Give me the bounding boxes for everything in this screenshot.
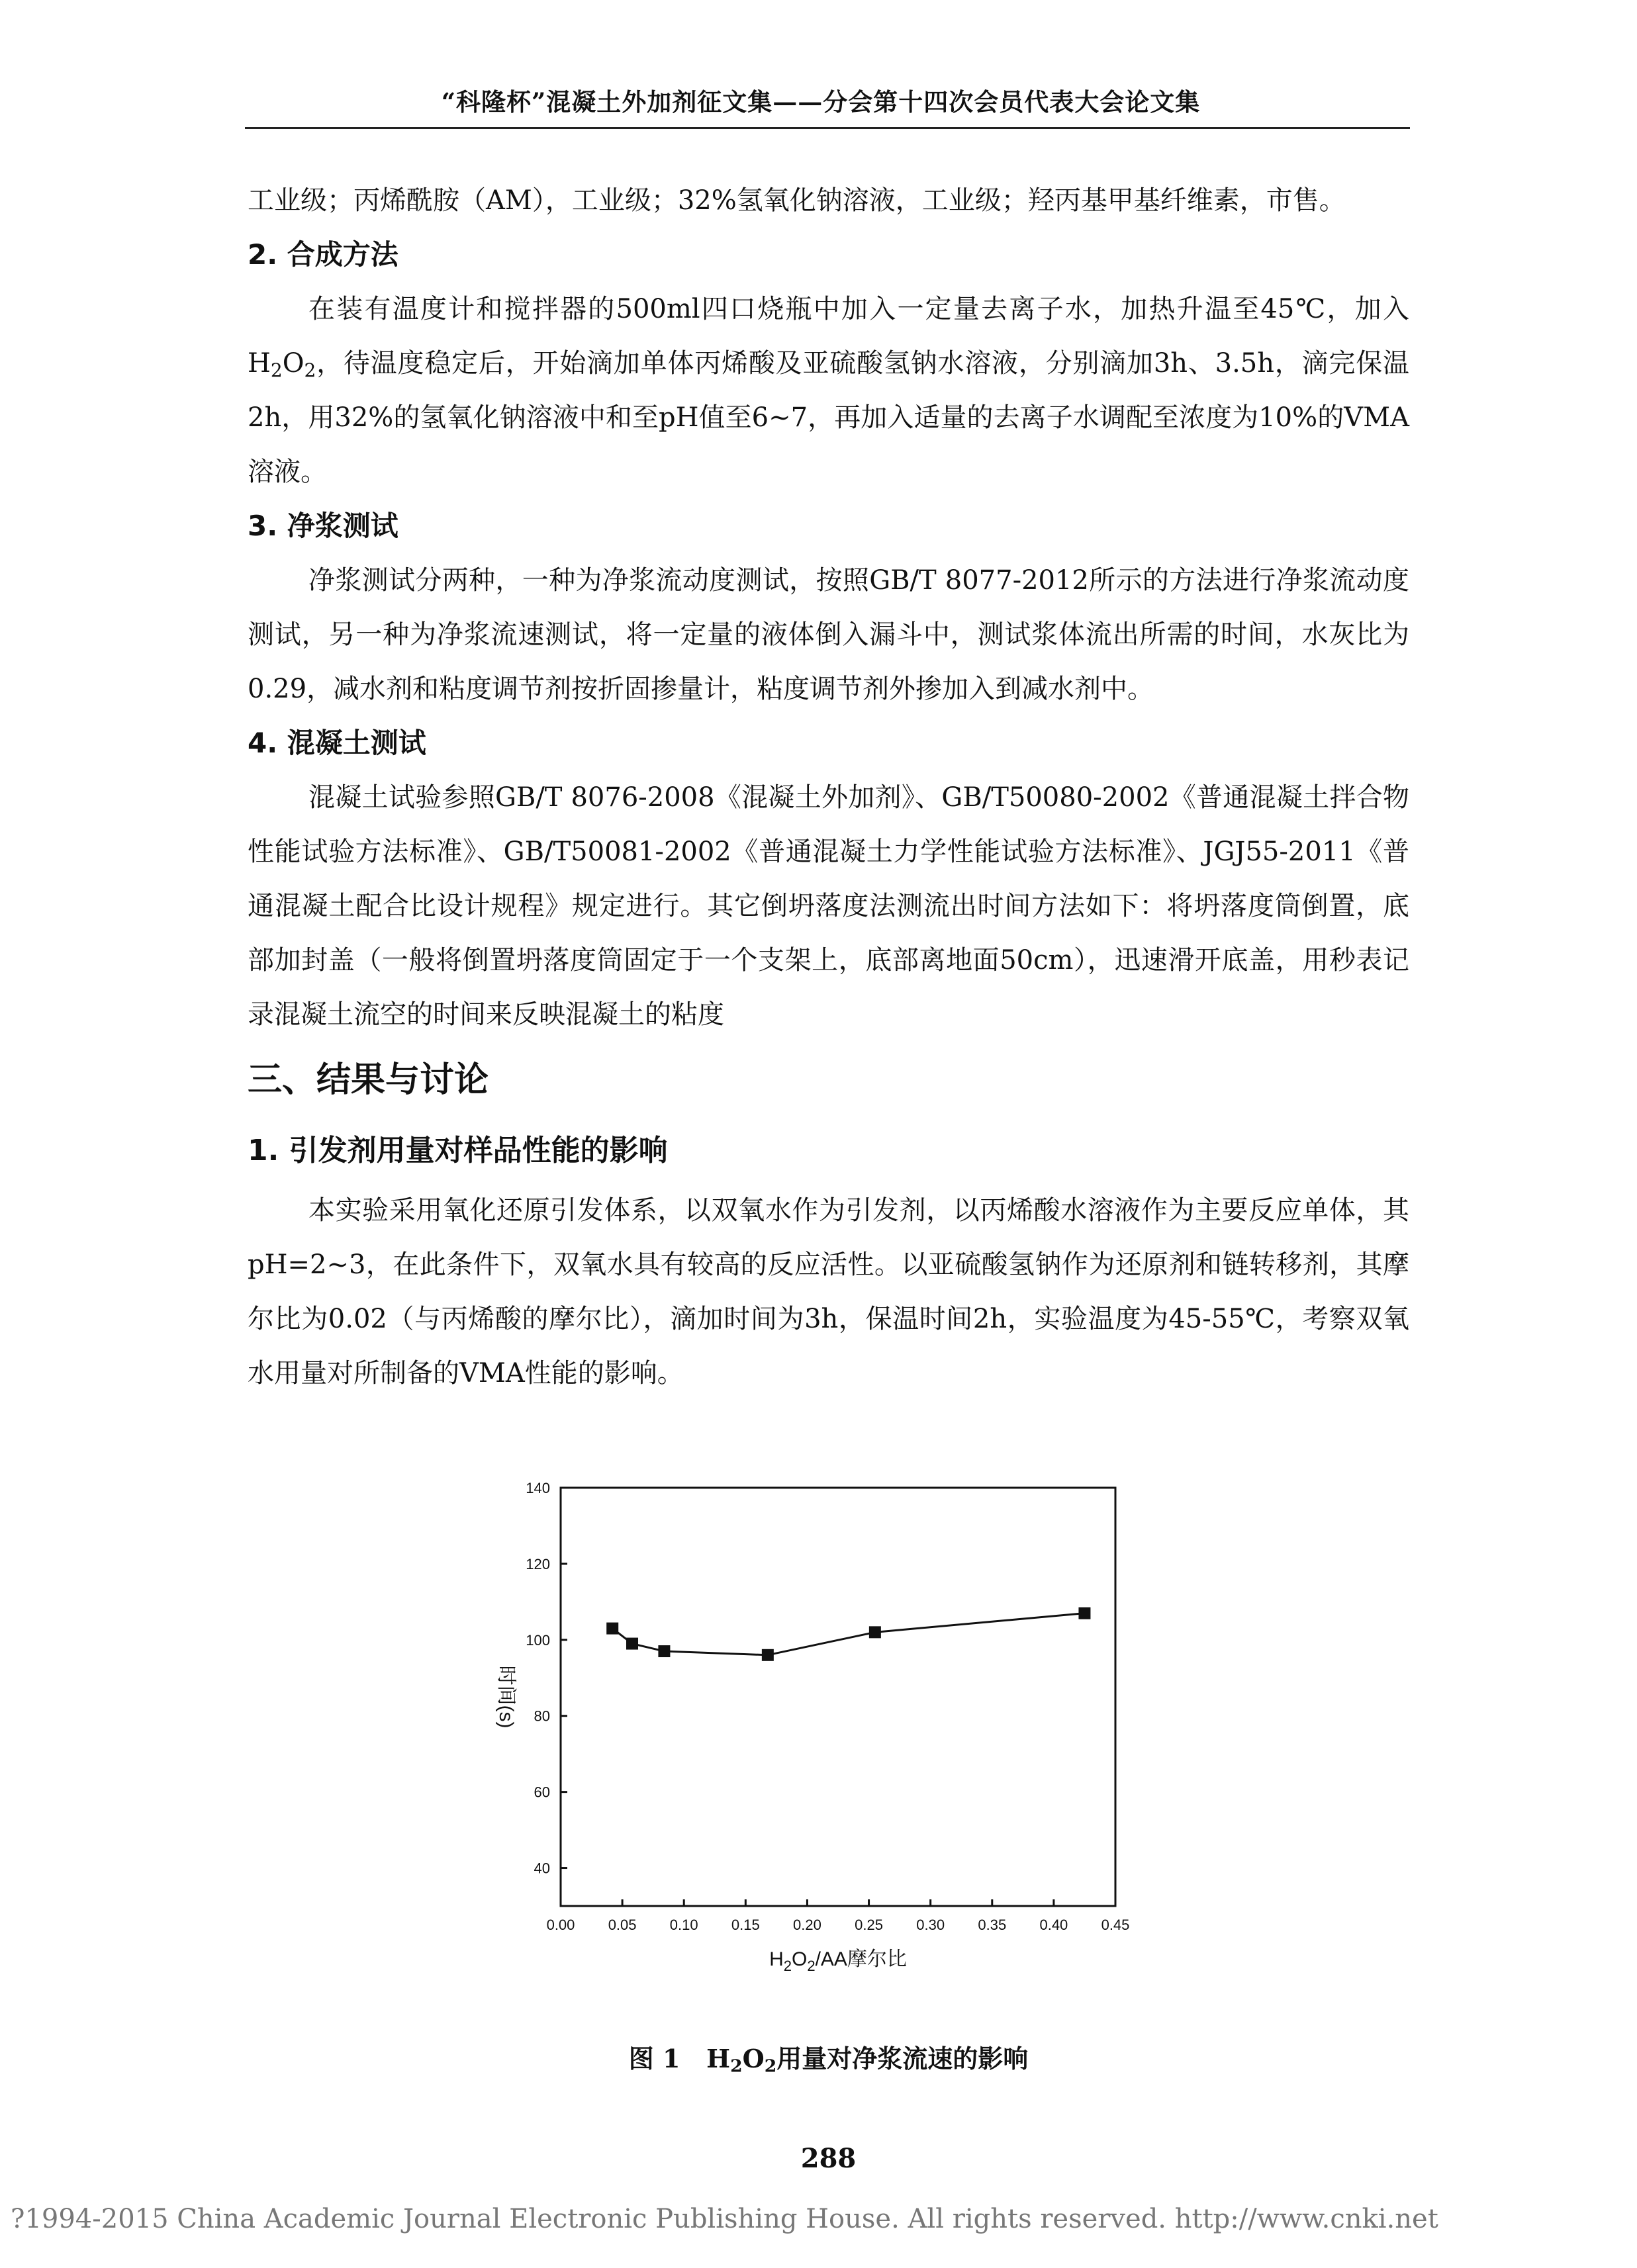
section-2-paragraph bbox=[248, 282, 1409, 499]
caption-sub-1: 2 bbox=[730, 2056, 743, 2077]
x-axis-label: $H_2O_2/AA$摩尔比 bbox=[769, 1948, 907, 1974]
data-point bbox=[869, 1626, 881, 1638]
copyright-footer: ?1994-2015 China Academic Journal Electronic Publishing House. All rights reserved. http://www.cnki.net bbox=[11, 2204, 1438, 2234]
section-4-heading: 4. 混凝土测试 bbox=[248, 727, 426, 759]
x-tick-label: 0.10 bbox=[669, 1917, 698, 1933]
y-axis-label: 时间(s) bbox=[495, 1665, 517, 1729]
caption-prefix: 图 1 bbox=[628, 2044, 680, 2073]
y-tick-label: 100 bbox=[526, 1631, 550, 1649]
running-header: “科隆杯”混凝土外加剂征文集——分会第十四次会员代表大会论文集 bbox=[441, 87, 1201, 116]
data-point bbox=[762, 1649, 774, 1661]
header-rule bbox=[245, 127, 1410, 129]
section-4-paragraph: 混凝土试验参照GB/T 8076-2008《混凝土外加剂》、GB/T50080-2002《普通混凝土拌合物性能试验方法标准》、GB/T50081-2002《普通混凝土力学性能试验方法标准》、JGJ55-2011《普通混凝土配合比设计规程》规定进行。其它倒坍落度法测流出时间方法如下：将坍落度筒倒置，底部加封盖（一般将倒置坍落度筒固定于一个支架上，底部离地面50cm），迅速滑开底盖，用秒表记录混凝土流空的时间来反映混凝土的粘度 bbox=[248, 782, 1409, 1030]
section-2-sub-b: 2 bbox=[304, 359, 316, 381]
section-2-heading: 2. 合成方法 bbox=[248, 238, 398, 271]
caption-sub-2: 2 bbox=[764, 2056, 777, 2077]
x-tick-label: 0.00 bbox=[546, 1917, 575, 1933]
section-2-text-o: O bbox=[282, 348, 304, 379]
figure-1-chart bbox=[463, 1463, 1145, 2012]
x-tick-label: 0.05 bbox=[608, 1917, 637, 1933]
x-tick-label: 0.25 bbox=[855, 1917, 883, 1933]
caption-h: H bbox=[706, 2044, 731, 2073]
figure-1-caption bbox=[248, 2038, 1409, 2075]
caption-rest: 用量对净浆流速的影响 bbox=[776, 2044, 1029, 2073]
subsection-1-heading: 1. 引发剂用量对样品性能的影响 bbox=[248, 1134, 668, 1167]
plot-frame bbox=[561, 1488, 1115, 1906]
y-tick-label: 40 bbox=[534, 1860, 550, 1877]
data-point bbox=[658, 1645, 670, 1657]
data-point bbox=[1078, 1608, 1090, 1619]
data-point bbox=[606, 1623, 618, 1635]
y-tick-label: 120 bbox=[526, 1555, 550, 1572]
chart-svg bbox=[463, 1463, 1145, 2012]
materials-paragraph-tail: 工业级；丙烯酰胺（AM），工业级；32%氢氧化钠溶液，工业级；羟丙基甲基纤维素，市售。 bbox=[248, 185, 1346, 216]
series-line bbox=[612, 1613, 1084, 1655]
body-text bbox=[248, 173, 1409, 1400]
x-tick-label: 0.30 bbox=[916, 1917, 945, 1933]
caption-o: O bbox=[742, 2044, 765, 2073]
section-3-paragraph: 净浆测试分两种，一种为净浆流动度测试，按照GB/T 8077-2012所示的方法进行净浆流动度测试，另一种为净浆流速测试，将一定量的液体倒入漏斗中，测试浆体流出所需的时间，水灰比为0.29，减水剂和粘度调节剂按折固掺量计，粘度调节剂外掺加入到减水剂中。 bbox=[248, 565, 1409, 704]
x-tick-label: 0.35 bbox=[978, 1917, 1007, 1933]
part-3-heading: 三、结果与讨论 bbox=[248, 1060, 489, 1100]
x-tick-label: 0.15 bbox=[731, 1917, 760, 1933]
y-tick-label: 80 bbox=[534, 1707, 550, 1725]
section-2-sub-a: 2 bbox=[270, 359, 283, 381]
subsection-1-paragraph: 本实验采用氧化还原引发体系，以双氧水作为引发剂，以丙烯酸水溶液作为主要反应单体，其pH=2~3，在此条件下，双氧水具有较高的反应活性。以亚硫酸氢钠作为还原剂和链转移剂，其摩尔比为0.02（与丙烯酸的摩尔比），滴加时间为3h，保温时间2h，实验温度为45-55℃，考察双氧水用量对所制备的VMA性能的影响。 bbox=[248, 1195, 1409, 1388]
y-tick-label: 140 bbox=[526, 1480, 550, 1496]
section-3-heading: 3. 净浆测试 bbox=[248, 510, 398, 542]
data-point bbox=[626, 1638, 638, 1650]
x-tick-label: 0.45 bbox=[1101, 1917, 1130, 1933]
section-2-text-b: ，待温度稳定后，开始滴加单体丙烯酸及亚硫酸氢钠水溶液，分别滴加3h、3.5h，滴完保温2h，用32%的氢氧化钠溶液中和至pH值至6~7，再加入适量的去离子水调配至浓度为10%的VMA溶液。 bbox=[248, 348, 1409, 487]
x-tick-label: 0.40 bbox=[1039, 1917, 1068, 1933]
y-tick-label: 60 bbox=[534, 1784, 550, 1801]
x-tick-label: 0.20 bbox=[793, 1917, 821, 1933]
page-number: 288 bbox=[800, 2143, 857, 2174]
section-2-text-a: 在装有温度计和搅拌器的500ml四口烧瓶中加入一定量去离子水，加热升温至45℃，加入H bbox=[248, 294, 1409, 379]
